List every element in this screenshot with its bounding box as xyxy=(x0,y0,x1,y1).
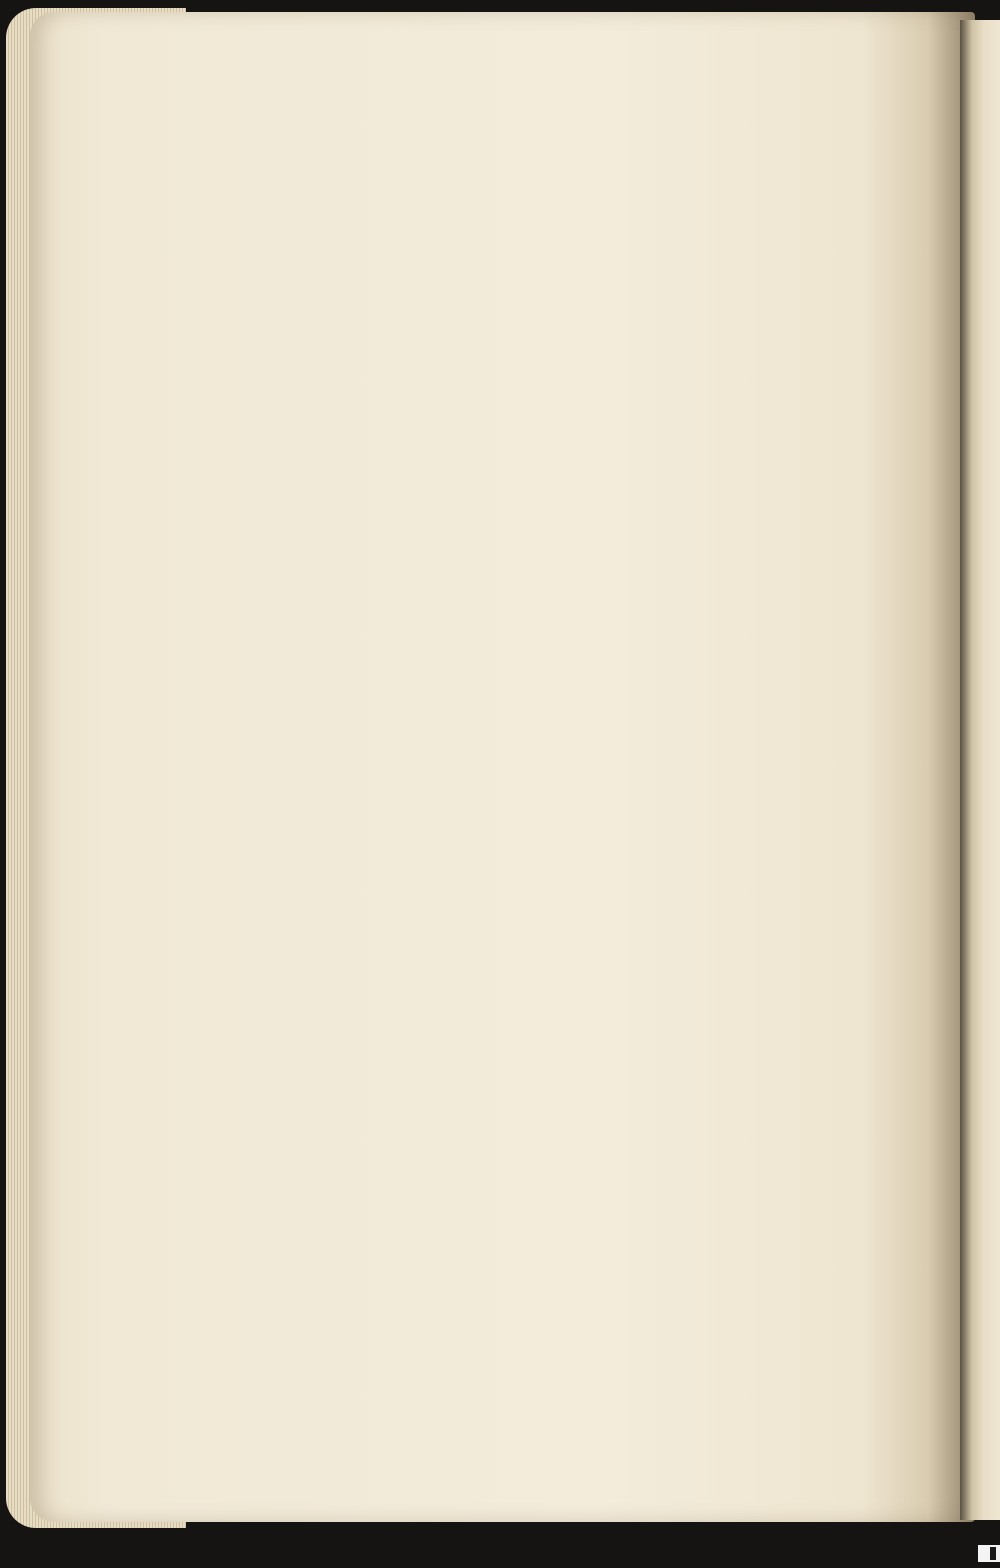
left-page xyxy=(30,12,975,1522)
dfg-badge xyxy=(990,1547,996,1560)
footer-credit xyxy=(978,1545,1000,1562)
left-text-column xyxy=(183,133,571,143)
right-page-edge xyxy=(960,20,1000,1520)
